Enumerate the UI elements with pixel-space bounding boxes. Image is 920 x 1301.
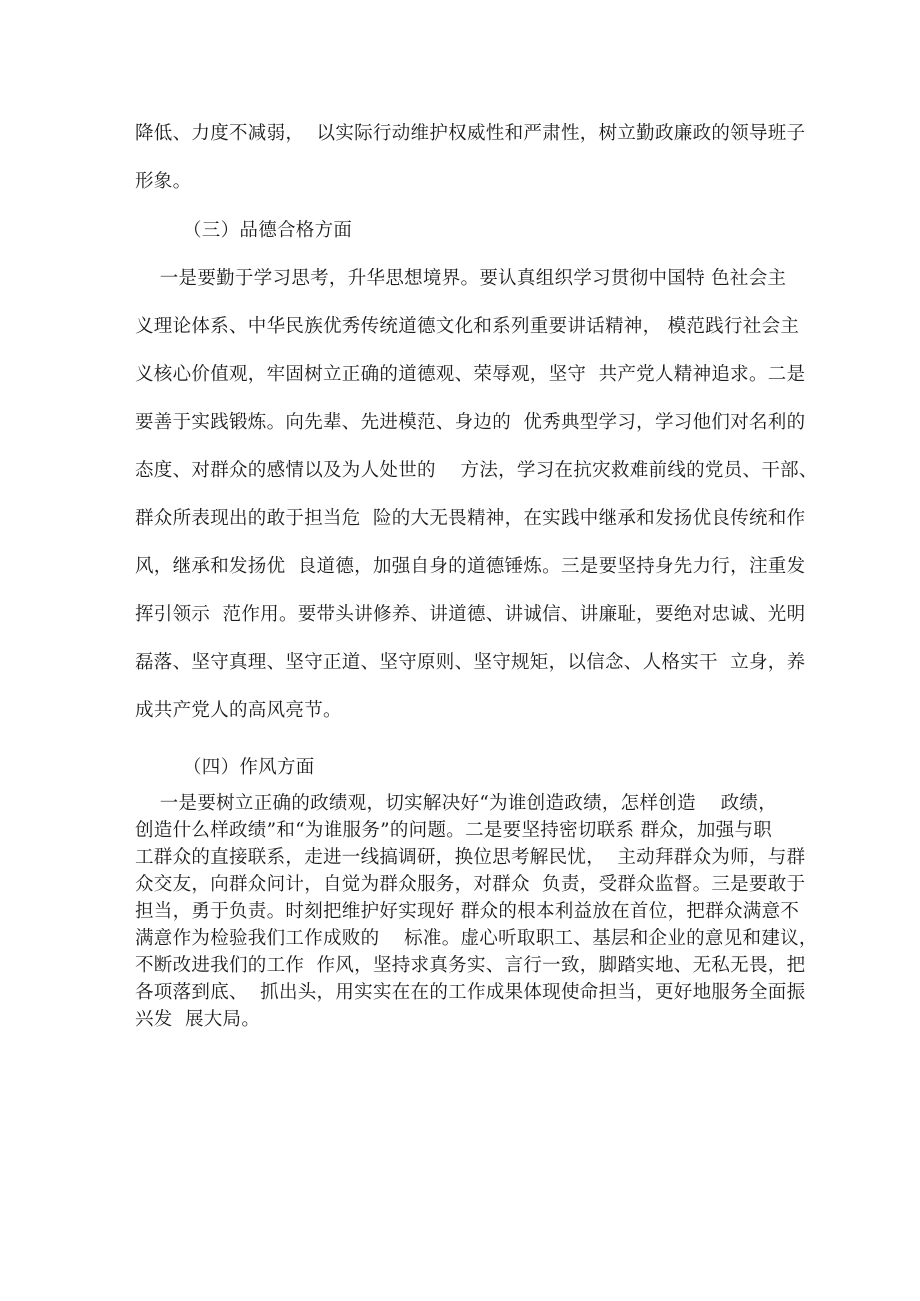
section-heading: （三）品德合格方面 xyxy=(183,220,353,241)
text-line: 挥引领示 范作用。要带头讲修养、讲道德、讲诚信、讲廉耻，要绝对忠诚、光明 xyxy=(135,604,806,625)
text-line: 风，继承和发扬优 良道德，加强自身的道德锤炼。三是要坚持身先力行，注重发 xyxy=(135,556,806,577)
text-line: 群众所表现出的敢于担当危 险的大无畏精神，在实践中继承和发扬优良传统和作 xyxy=(135,508,806,529)
text-line: 义核心价值观，牢固树立正确的道德观、荣辱观，坚守 共产党人精神追求。二是 xyxy=(135,364,806,385)
text-line: 各项落到底、 抓出头，用实实在在的工作成果体现使命担当，更好地服务全面振 xyxy=(135,982,806,1003)
section-heading: （四）作风方面 xyxy=(183,757,315,778)
text-line: 要善于实践锻炼。向先辈、先进模范、身边的 优秀典型学习，学习他们对名利的 xyxy=(135,412,806,433)
text-line: 创造什么样政绩”和“为谁服务”的问题。二是要坚持密切联系 群众，加强与职 xyxy=(135,820,773,841)
text-line: 工群众的直接联系，走进一线搞调研，换位思考解民忧， 主动拜群众为师，与群 xyxy=(135,847,806,868)
text-line: 形象。 xyxy=(135,171,192,192)
text-line: 成共产党人的高风亮节。 xyxy=(135,700,342,721)
text-line: 磊落、坚守真理、坚守正道、坚守原则、坚守规矩，以信念、人格实干 立身，养 xyxy=(135,652,806,673)
text-line: 降低、力度不减弱， 以实际行动维护权威性和严肃性，树立勤政廉政的领导班子 xyxy=(135,123,806,144)
text-line: 担当，勇于负责。时刻把维护好实现好 群众的根本利益放在首位，把群众满意不 xyxy=(135,901,800,922)
text-line: 兴发 展大局。 xyxy=(135,1009,261,1030)
text-line: 众交友，向群众问计，自觉为群众服务，对群众 负责，受群众监督。三是要敢于 xyxy=(135,874,806,895)
text-line: 一是要树立正确的政绩观，切实解决好“为谁创造政绩，怎样创造 政绩， xyxy=(135,793,778,814)
text-line: 义理论体系、中华民族优秀传统道德文化和系列重要讲话精神， 模范践行社会主 xyxy=(135,316,800,337)
text-line: 不断改进我们的工作 作风，坚持求真务实、言行一致，脚踏实地、无私无畏，把 xyxy=(135,955,806,976)
text-line: 态度、对群众的感情以及为人处世的 方法，学习在抗灾救难前线的党员、干部、 xyxy=(135,460,818,481)
text-line: 满意作为检验我们工作成败的 标准。虚心听取职工、基层和企业的意见和建议， xyxy=(135,928,818,949)
text-line: 一是要勤于学习思考，升华思想境界。要认真组织学习贯彻中国特 色社会主 xyxy=(135,268,787,289)
